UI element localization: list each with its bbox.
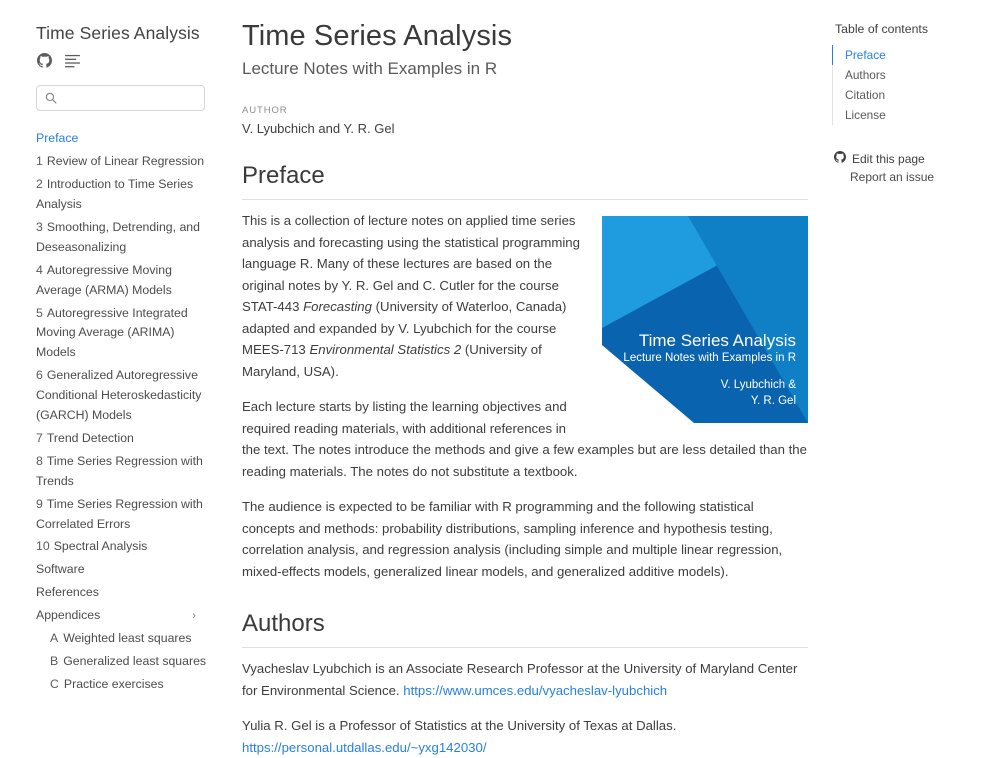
sidebar-item-number: 7 [36, 430, 43, 445]
sidebar-item-label: Software [36, 562, 85, 577]
preface-p1-part-a: This is a collection of lecture notes on applied time series analysis and forecasting using the statistical programming language R. Many of these lectures are based on the original notes by Y. R. Gel and C. Cutler for the course STAT-443 [242, 213, 580, 315]
sidebar-item-appendices[interactable] [36, 605, 208, 628]
preface-p1-part-b: (University of Waterloo, Canada) adapted and expanded by V. Lyubchich for the course MEES-713 [242, 299, 567, 358]
sidebar-item-label: References [36, 585, 99, 600]
book-cover-figure [602, 216, 808, 423]
sidebar-item-label: Spectral Analysis [53, 539, 148, 554]
sidebar-item-3[interactable] [36, 216, 208, 259]
sidebar-item-9[interactable] [36, 493, 208, 536]
sidebar-item-label: Trend Detection [46, 430, 134, 445]
author-1-text: Vyacheslav Lyubchich is an Associate Research Professor at the University of Maryland Center for Environmental Science. [242, 661, 798, 698]
book-cover-image [602, 216, 808, 423]
report-an-issue-label: Report an issue [850, 170, 935, 184]
main-content [232, 0, 832, 755]
sidebar-item-label: Generalized least squares [63, 654, 207, 668]
sidebar-item-label: Generalized Autoregressive Conditional Heteroskedasticity (GARCH) Models [36, 368, 202, 423]
sidebar-item-number: 2 [36, 177, 43, 192]
sidebar-item-label: Introduction to Time Series Analysis [36, 177, 194, 211]
sidebar-tools [37, 51, 208, 71]
sidebar-item-label: Smoothing, Detrending, and Deseasonalizing [36, 219, 200, 254]
cover-author-1: V. Lyubchich & [720, 379, 796, 392]
author-2-link[interactable]: https://personal.utdallas.edu/~yxg142030/ [242, 739, 487, 755]
author-1-link[interactable]: https://www.umces.edu/vyacheslav-lyubchich [403, 682, 668, 698]
sidebar-item-8[interactable] [36, 450, 208, 493]
section-heading-preface: Preface [242, 162, 808, 200]
sidebar-item-label: Preface [36, 131, 79, 146]
edit-this-page-button[interactable] [832, 149, 984, 168]
sidebar-item-number: A [50, 631, 59, 646]
search-box[interactable] [36, 85, 205, 111]
sidebar-item-label: Autoregressive Moving Average (ARMA) Models [36, 262, 172, 297]
cover-text [602, 331, 796, 407]
sidebar-item-5[interactable] [36, 302, 208, 365]
sidebar-item-software[interactable] [36, 559, 208, 582]
cover-subtitle: Lecture Notes with Examples in R [623, 352, 796, 365]
authors-paragraph-1 [242, 658, 808, 701]
toc-item-license[interactable]: License [832, 105, 984, 125]
page-subtitle: Lecture Notes with Examples in R [242, 59, 498, 78]
sidebar [0, 0, 232, 747]
sidebar-item-number: C [50, 676, 59, 691]
preface-paragraph-2: Each lecture starts by listing the learning objectives and required reading materials, with additional references in the text. The notes introduce the methods and give a few examples but are less detailed than the reading materials. The notes do not substitute a textbook. [242, 399, 807, 479]
page-title: Time Series Analysis [242, 20, 513, 52]
sidebar-item-1[interactable] [36, 151, 208, 174]
search-icon [45, 92, 57, 104]
sidebar-item-label: Appendices [36, 608, 101, 623]
sidebar-item-number: 10 [36, 539, 50, 554]
site-title: Time Series Analysis [36, 23, 200, 43]
sidebar-item-references[interactable] [36, 582, 208, 605]
github-icon [834, 151, 846, 166]
chevron-right-icon: › [192, 609, 196, 622]
report-an-issue-button[interactable] [832, 168, 984, 186]
table-of-contents [832, 0, 1000, 747]
toc-title: Table of contents [835, 22, 928, 36]
edit-this-page-label: Edit this page [852, 151, 925, 166]
preface-p1-emph-1: Forecasting [303, 299, 372, 315]
toc-item-authors[interactable]: Authors [832, 65, 984, 85]
sidebar-item-4[interactable] [36, 259, 208, 302]
preface-paragraph-3: The audience is expected to be familiar with R programming and the following statistical concepts and methods: probability distributions, sampling inference and hypothesis testing, correlation analysis, and regression analysis (including simple and multiple linear regression, mixed-effects models, generalized linear models, and generalized additive models). [242, 499, 783, 579]
sidebar-item-label: Practice exercises [63, 676, 164, 691]
section-heading-authors: Authors [242, 610, 808, 648]
sidebar-item-label: Time Series Regression with Trends [36, 453, 203, 488]
sidebar-item-number: B [50, 654, 59, 668]
sidebar-item-label: Weighted least squares [63, 631, 192, 646]
sidebar-item-number: 6 [36, 368, 43, 383]
toc-actions [832, 149, 984, 186]
sidebar-item-number: 9 [36, 496, 43, 511]
author-2-text: Yulia R. Gel is a Professor of Statistics at the University of Texas at Dallas. [242, 718, 677, 734]
sidebar-nav [36, 128, 208, 697]
search-input[interactable] [57, 91, 196, 105]
sidebar-item-6[interactable] [36, 365, 208, 428]
sidebar-item-number: 8 [36, 453, 43, 468]
sidebar-item-2[interactable] [36, 174, 208, 217]
sidebar-item-number: 1 [36, 154, 43, 169]
sidebar-item-number: 5 [36, 305, 43, 320]
menu-icon[interactable] [65, 54, 80, 67]
sidebar-item-appendix-c[interactable] [36, 673, 208, 696]
cover-author-2: Y. R. Gel [750, 395, 796, 407]
sidebar-item-7[interactable] [36, 427, 208, 450]
toc-list [832, 45, 984, 125]
sidebar-item-label: Autoregressive Integrated Moving Average (ARIMA) Models [36, 305, 188, 360]
preface-p1-emph-2: Environmental Statistics 2 [309, 342, 462, 358]
preface-p1-part-c: (University of Maryland, USA). [242, 342, 542, 379]
sidebar-item-10[interactable] [36, 536, 208, 559]
sidebar-item-preface[interactable] [36, 128, 208, 151]
github-icon[interactable] [37, 53, 52, 68]
toc-item-preface[interactable]: Preface [832, 45, 984, 65]
sidebar-item-label: Review of Linear Regression [46, 154, 205, 169]
author-label: AUTHOR [242, 105, 288, 116]
sidebar-item-number: 4 [36, 262, 43, 277]
author-name: V. Lyubchich and Y. R. Gel [242, 121, 395, 136]
sidebar-item-appendix-a[interactable] [36, 628, 208, 651]
authors-paragraph-2 [242, 715, 808, 758]
sidebar-item-label: Time Series Regression with Correlated Errors [36, 496, 203, 531]
sidebar-item-number: 3 [36, 219, 43, 234]
sidebar-item-appendix-b[interactable] [36, 651, 208, 674]
toc-item-citation[interactable]: Citation [832, 85, 984, 105]
cover-title: Time Series Analysis [638, 330, 796, 350]
